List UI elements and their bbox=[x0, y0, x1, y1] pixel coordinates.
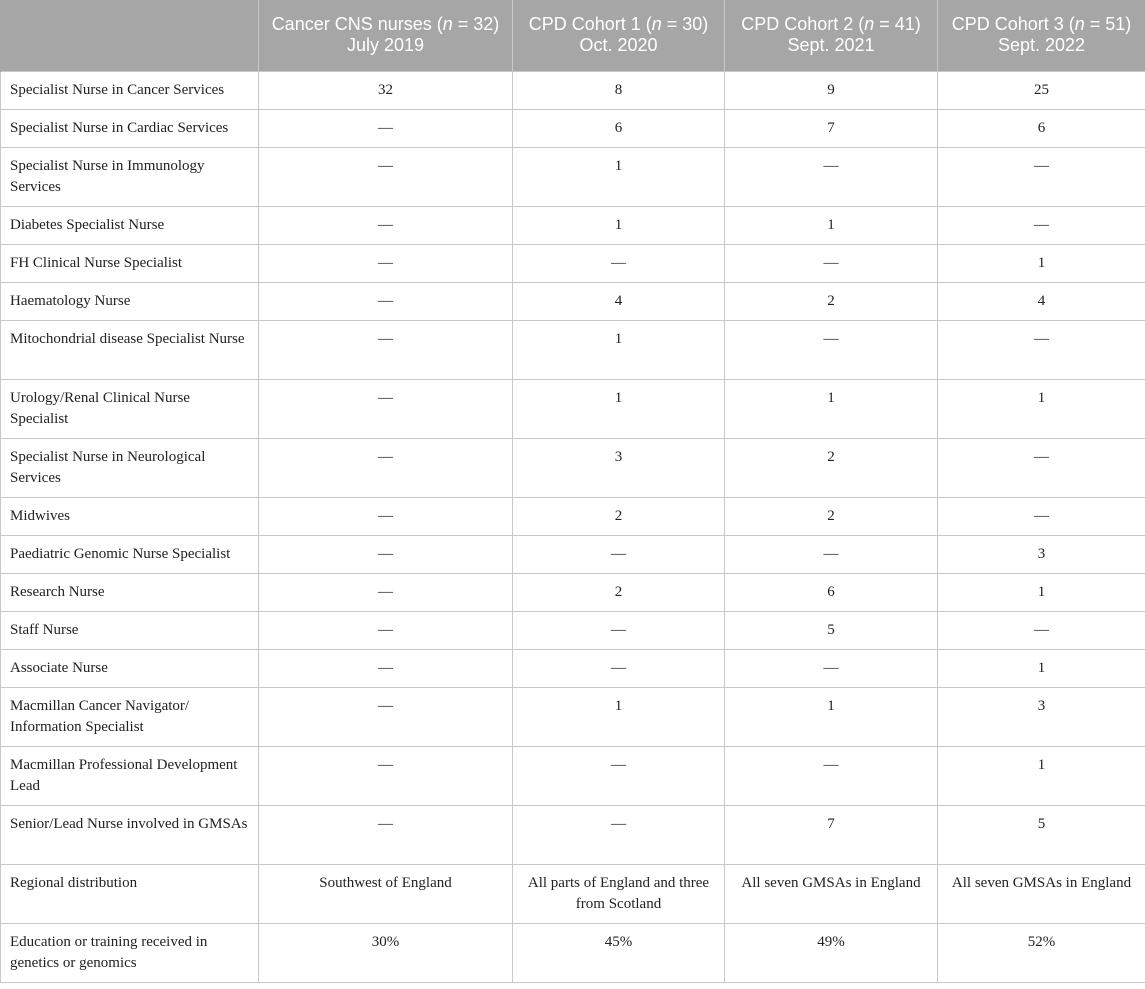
table-row bbox=[1, 746, 1145, 805]
table-cell: All seven GMSAs in England bbox=[938, 864, 1145, 923]
table-cell: — bbox=[513, 649, 725, 687]
table-cell: — bbox=[513, 746, 725, 805]
table-cell: — bbox=[725, 244, 938, 282]
table-cell: — bbox=[259, 535, 513, 573]
table-cell: — bbox=[513, 535, 725, 573]
table-cell: 4 bbox=[938, 282, 1145, 320]
header-row bbox=[1, 0, 1145, 71]
table-cell: 32 bbox=[259, 71, 513, 109]
table-cell: — bbox=[513, 611, 725, 649]
table-cell: 6 bbox=[938, 109, 1145, 147]
header-empty-cell bbox=[1, 0, 259, 71]
table-cell: — bbox=[513, 805, 725, 864]
table-cell: 1 bbox=[725, 379, 938, 438]
table-cell: 1 bbox=[938, 746, 1145, 805]
row-label: Education or training received in genetics or genomics bbox=[1, 923, 259, 982]
table-cell: — bbox=[259, 573, 513, 611]
row-label: FH Clinical Nurse Specialist bbox=[1, 244, 259, 282]
row-label: Regional distribution bbox=[1, 864, 259, 923]
table-row bbox=[1, 71, 1145, 109]
table-cell: — bbox=[725, 320, 938, 379]
table-cell: — bbox=[259, 282, 513, 320]
table-cell: 6 bbox=[513, 109, 725, 147]
table-cell: 5 bbox=[725, 611, 938, 649]
table-row bbox=[1, 923, 1145, 982]
row-label: Specialist Nurse in Cardiac Services bbox=[1, 109, 259, 147]
table-cell: 1 bbox=[938, 573, 1145, 611]
row-label: Paediatric Genomic Nurse Specialist bbox=[1, 535, 259, 573]
table-cell: — bbox=[259, 147, 513, 206]
table-cell: 49% bbox=[725, 923, 938, 982]
table-cell: 1 bbox=[513, 320, 725, 379]
table-row bbox=[1, 109, 1145, 147]
header-cpd-cohort-2: CPD Cohort 2 (n = 41) Sept. 2021 bbox=[725, 0, 938, 71]
table-cell: 3 bbox=[938, 535, 1145, 573]
table-cell: All seven GMSAs in England bbox=[725, 864, 938, 923]
table-cell: — bbox=[259, 611, 513, 649]
table-cell: — bbox=[725, 649, 938, 687]
table-cell: 7 bbox=[725, 805, 938, 864]
row-label: Urology/Renal Clinical Nurse Specialist bbox=[1, 379, 259, 438]
table-cell: — bbox=[938, 497, 1145, 535]
table-cell: 3 bbox=[938, 687, 1145, 746]
table-cell: — bbox=[259, 320, 513, 379]
row-label: Specialist Nurse in Immunology Services bbox=[1, 147, 259, 206]
table-cell: — bbox=[259, 379, 513, 438]
table-row bbox=[1, 649, 1145, 687]
table-cell: 2 bbox=[725, 282, 938, 320]
table-cell: 25 bbox=[938, 71, 1145, 109]
row-label: Staff Nurse bbox=[1, 611, 259, 649]
row-label: Research Nurse bbox=[1, 573, 259, 611]
row-label: Macmillan Professional Development Lead bbox=[1, 746, 259, 805]
table-cell: 1 bbox=[938, 379, 1145, 438]
row-label: Midwives bbox=[1, 497, 259, 535]
table-cell: 7 bbox=[725, 109, 938, 147]
row-label: Macmillan Cancer Navigator/ Information Specialist bbox=[1, 687, 259, 746]
row-label: Mitochondrial disease Specialist Nurse bbox=[1, 320, 259, 379]
table-row bbox=[1, 573, 1145, 611]
header-cpd-cohort-1: CPD Cohort 1 (n = 30) Oct. 2020 bbox=[513, 0, 725, 71]
row-label: Senior/Lead Nurse involved in GMSAs bbox=[1, 805, 259, 864]
table-cell: All parts of England and three from Scotland bbox=[513, 864, 725, 923]
table-row bbox=[1, 611, 1145, 649]
table-cell: 1 bbox=[513, 687, 725, 746]
table-row bbox=[1, 147, 1145, 206]
header-cancer-cns-nurses: Cancer CNS nurses (n = 32) July 2019 bbox=[259, 0, 513, 71]
table-cell: — bbox=[259, 746, 513, 805]
header-cpd-cohort-3: CPD Cohort 3 (n = 51) Sept. 2022 bbox=[938, 0, 1145, 71]
table-row bbox=[1, 497, 1145, 535]
table-row bbox=[1, 282, 1145, 320]
table-cell: — bbox=[938, 147, 1145, 206]
table-row bbox=[1, 206, 1145, 244]
table-cell: — bbox=[259, 805, 513, 864]
table-cell: — bbox=[725, 147, 938, 206]
table-row bbox=[1, 244, 1145, 282]
header-date: Sept. 2022 bbox=[997, 35, 1086, 56]
table-row bbox=[1, 379, 1145, 438]
table-cell: — bbox=[938, 611, 1145, 649]
row-label: Specialist Nurse in Cancer Services bbox=[1, 71, 259, 109]
table-cell: 2 bbox=[725, 497, 938, 535]
header-date: Sept. 2021 bbox=[787, 35, 875, 56]
table-cell: 8 bbox=[513, 71, 725, 109]
table-cell: 3 bbox=[513, 438, 725, 497]
table-cell: — bbox=[259, 649, 513, 687]
table-cell: 1 bbox=[513, 206, 725, 244]
table-row bbox=[1, 687, 1145, 746]
table-cell: 1 bbox=[938, 244, 1145, 282]
table-cell: Southwest of England bbox=[259, 864, 513, 923]
table-cell: — bbox=[259, 438, 513, 497]
table-cell: — bbox=[259, 109, 513, 147]
table-cell: 6 bbox=[725, 573, 938, 611]
table-body bbox=[1, 71, 1145, 982]
table-cell: 1 bbox=[513, 379, 725, 438]
table-cell: — bbox=[259, 687, 513, 746]
table-row bbox=[1, 438, 1145, 497]
table-cell: — bbox=[259, 206, 513, 244]
table-cell: — bbox=[725, 746, 938, 805]
table-row bbox=[1, 864, 1145, 923]
table-cell: 2 bbox=[513, 497, 725, 535]
row-label: Diabetes Specialist Nurse bbox=[1, 206, 259, 244]
table-cell: 5 bbox=[938, 805, 1145, 864]
header-date: July 2019 bbox=[346, 35, 425, 56]
table-cell: 9 bbox=[725, 71, 938, 109]
table-cell: — bbox=[513, 244, 725, 282]
table-cell: — bbox=[725, 535, 938, 573]
table-cell: — bbox=[938, 206, 1145, 244]
table-cell: 1 bbox=[938, 649, 1145, 687]
table-cell: — bbox=[259, 497, 513, 535]
table-cell: — bbox=[259, 244, 513, 282]
table-cell: 1 bbox=[725, 687, 938, 746]
table-cell: 1 bbox=[513, 147, 725, 206]
table-cell: 30% bbox=[259, 923, 513, 982]
table-cell: 1 bbox=[725, 206, 938, 244]
table-cell: 52% bbox=[938, 923, 1145, 982]
row-label: Associate Nurse bbox=[1, 649, 259, 687]
row-label: Haematology Nurse bbox=[1, 282, 259, 320]
table-cell: 4 bbox=[513, 282, 725, 320]
table-cell: 45% bbox=[513, 923, 725, 982]
table-row bbox=[1, 320, 1145, 379]
table-cell: — bbox=[938, 438, 1145, 497]
table-cell: 2 bbox=[725, 438, 938, 497]
table-row bbox=[1, 535, 1145, 573]
row-label: Specialist Nurse in Neurological Services bbox=[1, 438, 259, 497]
table-row bbox=[1, 805, 1145, 864]
table-cell: 2 bbox=[513, 573, 725, 611]
header-date: Oct. 2020 bbox=[579, 35, 658, 56]
table-cell: — bbox=[938, 320, 1145, 379]
